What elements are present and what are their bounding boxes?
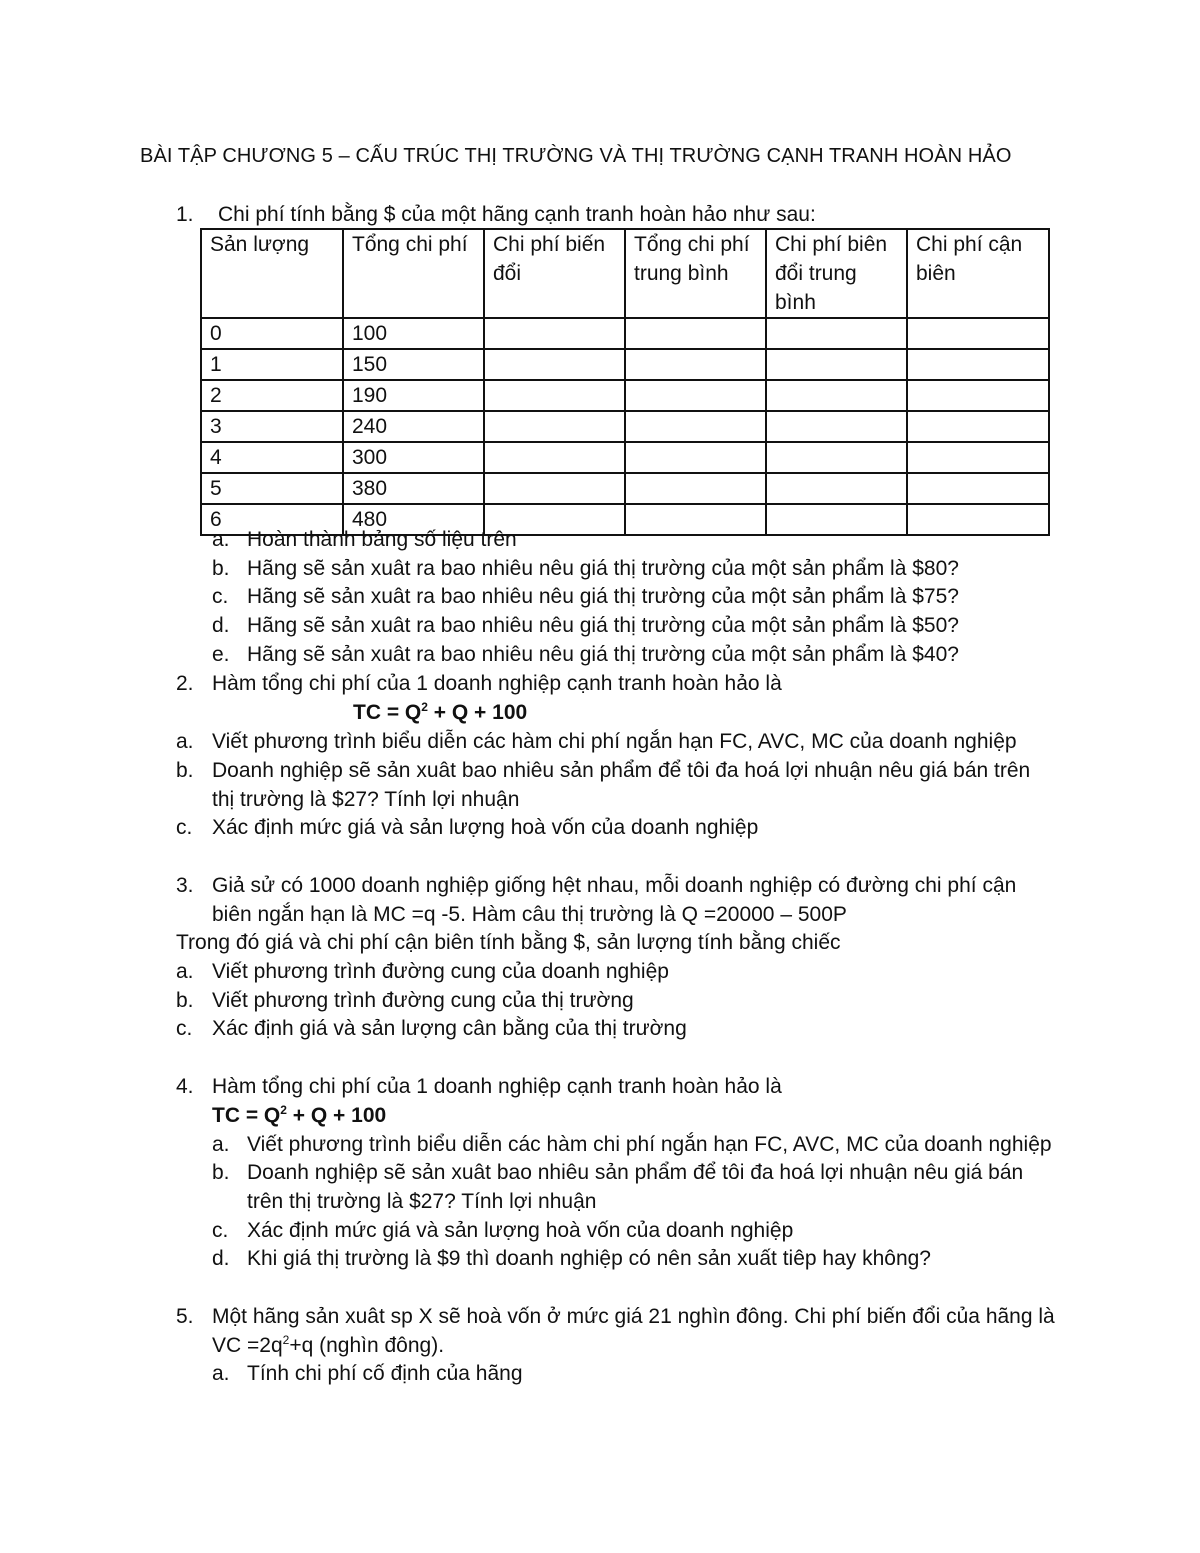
cell-empty <box>484 349 625 380</box>
q2-sub-text: Xác định mức giá và sản lượng hoà vốn của doanh nghiệp <box>212 816 759 839</box>
header-chi-phi-can-bien: Chi phí cận biên <box>907 229 1049 318</box>
q3-line2: biên ngắn hạn là MC =q -5. Hàm câu thị trường là Q =20000 – 500P <box>212 903 847 926</box>
cell-empty <box>907 349 1049 380</box>
q1-number: 1. <box>176 203 194 226</box>
header-san-luong: Sản lượng <box>201 229 343 318</box>
header-tong-chi-phi-trung-binh: Tổng chi phí trung bình <box>625 229 766 318</box>
q3-number: 3. <box>176 874 194 897</box>
page-title: BÀI TẬP CHƯƠNG 5 – CẤU TRÚC THỊ TRƯỜNG VÀ THỊ TRƯỜNG CẠNH TRANH HOÀN HẢO <box>140 145 1012 167</box>
q4-sub-text: Khi giá thị trường là $9 thì doanh nghiệp có nên sản xuất tiêp hay không? <box>247 1247 931 1270</box>
cell-empty <box>484 380 625 411</box>
q4-sub-text: Xác định mức giá và sản lượng hoà vốn của doanh nghiệp <box>247 1219 794 1242</box>
q4-formula <box>212 1101 386 1130</box>
q4-formula-sup: 2 <box>280 1103 287 1117</box>
q3-line1: Giả sử có 1000 doanh nghiệp giống hệt nhau, mỗi doanh nghiệp có đường chi phí cận <box>212 874 1017 897</box>
cell-output: 1 <box>201 349 343 380</box>
q3-sub-text: Viết phương trình đường cung của thị trường <box>212 989 634 1012</box>
cell-output: 2 <box>201 380 343 411</box>
q4-number: 4. <box>176 1075 194 1098</box>
q1-sub-label: a. <box>212 528 230 551</box>
cell-output: 6 <box>201 504 343 535</box>
q3-sub-text: Viết phương trình đường cung của doanh nghiệp <box>212 960 669 983</box>
q4-sub-text: Doanh nghiệp sẽ sản xuât bao nhiêu sản phẩm để tôi đa hoá lợi nhuận nêu giá bán <box>247 1161 1024 1184</box>
q5-line1: Một hãng sản xuât sp X sẽ hoà vốn ở mức giá 21 nghìn đông. Chi phí biến đổi của hãng là <box>212 1305 1055 1328</box>
q1-sub-label: e. <box>212 643 230 666</box>
cell-empty <box>625 504 766 535</box>
cell-total-cost: 100 <box>343 318 484 349</box>
q3-sub-text: Xác định giá và sản lượng cân bằng của thị trường <box>212 1017 687 1040</box>
q3-sub-label: b. <box>176 989 194 1012</box>
q5-line2-a: VC =2q <box>212 1334 283 1357</box>
cell-empty <box>484 473 625 504</box>
q1-sub-text: Hãng sẽ sản xuât ra bao nhiêu nêu giá thị trường của một sản phẩm là $75? <box>247 585 959 608</box>
cell-empty <box>907 380 1049 411</box>
cell-total-cost: 190 <box>343 380 484 411</box>
q1-sub-text: Hoàn thành bảng số liệu trên <box>247 528 517 551</box>
q2-sub-text: Viết phương trình biểu diễn các hàm chi phí ngắn hạn FC, AVC, MC của doanh nghiệp <box>212 730 1017 753</box>
q1-sub-label: d. <box>212 614 230 637</box>
q1-sub-text: Hãng sẽ sản xuât ra bao nhiêu nêu giá thị trường của một sản phẩm là $40? <box>247 643 959 666</box>
q2-formula-a: TC = Q <box>353 701 422 724</box>
q3-sub-label: c. <box>176 1017 193 1040</box>
q2-sub-label: a. <box>176 730 194 753</box>
cell-empty <box>625 442 766 473</box>
cell-total-cost: 480 <box>343 504 484 535</box>
q1-sub-text: Hãng sẽ sản xuât ra bao nhiêu nêu giá thị trường của một sản phẩm là $80? <box>247 557 959 580</box>
cell-output: 4 <box>201 442 343 473</box>
table-row <box>201 442 1049 473</box>
cell-empty <box>625 473 766 504</box>
table-header-row <box>201 229 1049 318</box>
cell-output: 0 <box>201 318 343 349</box>
q4-sub-label: a. <box>212 1133 230 1156</box>
q2-formula <box>353 698 527 727</box>
q4-sub-label: b. <box>212 1161 230 1184</box>
q2-number: 2. <box>176 672 194 695</box>
q4-text: Hàm tổng chi phí của 1 doanh nghiệp cạnh tranh hoàn hảo là <box>212 1075 782 1098</box>
table-row <box>201 380 1049 411</box>
cell-total-cost: 150 <box>343 349 484 380</box>
q1-sub-text: Hãng sẽ sản xuât ra bao nhiêu nêu giá thị trường của một sản phẩm là $50? <box>247 614 959 637</box>
cell-empty <box>766 411 907 442</box>
q2-sub-text: Doanh nghiệp sẽ sản xuât bao nhiêu sản phẩm để tôi đa hoá lợi nhuận nêu giá bán trên <box>212 759 1031 782</box>
cell-empty <box>766 504 907 535</box>
table-row <box>201 411 1049 442</box>
q5-sub-text: Tính chi phí cố định của hãng <box>247 1362 523 1385</box>
cell-empty <box>766 318 907 349</box>
q5-line2-sup: 2 <box>282 1333 290 1347</box>
cell-empty <box>766 380 907 411</box>
cell-output: 5 <box>201 473 343 504</box>
q2-sub-label: b. <box>176 759 194 782</box>
cell-empty <box>625 380 766 411</box>
cell-output: 3 <box>201 411 343 442</box>
q4-sub-label: c. <box>212 1219 229 1242</box>
cost-table <box>200 228 1050 536</box>
q2-sub-label: c. <box>176 816 193 839</box>
cell-empty <box>484 442 625 473</box>
cell-empty <box>907 318 1049 349</box>
cell-empty <box>907 442 1049 473</box>
cell-empty <box>625 349 766 380</box>
cell-empty <box>766 349 907 380</box>
q4-formula-b: + Q + 100 <box>286 1104 387 1127</box>
cell-total-cost: 380 <box>343 473 484 504</box>
q2-text: Hàm tổng chi phí của 1 doanh nghiệp cạnh tranh hoàn hảo là <box>212 672 782 695</box>
q2-formula-sup: 2 <box>421 700 428 714</box>
q4-sub-label: d. <box>212 1247 230 1270</box>
cell-empty <box>766 442 907 473</box>
table-row <box>201 349 1049 380</box>
q1-text: Chi phí tính bằng $ của một hãng cạnh tranh hoàn hảo như sau: <box>218 203 816 226</box>
cell-empty <box>625 318 766 349</box>
q3-sub-label: a. <box>176 960 194 983</box>
cell-empty <box>484 411 625 442</box>
q3-note: Trong đó giá và chi phí cận biên tính bằng $, sản lượng tính bằng chiếc <box>176 931 841 954</box>
q4-sub-text: Viết phương trình biểu diễn các hàm chi phí ngắn hạn FC, AVC, MC của doanh nghiệp <box>247 1133 1052 1156</box>
q5-sub-label: a. <box>212 1362 230 1385</box>
q5-number: 5. <box>176 1305 194 1328</box>
q1-sub-label: b. <box>212 557 230 580</box>
q4-sub-text-cont: trên thị trường là $27? Tính lợi nhuận <box>247 1190 597 1213</box>
cell-empty <box>766 473 907 504</box>
cell-empty <box>625 411 766 442</box>
cell-empty <box>907 411 1049 442</box>
q2-formula-b: + Q + 100 <box>427 701 528 724</box>
q2-sub-text-cont: thị trường là $27? Tính lợi nhuận <box>212 788 520 811</box>
header-chi-phi-bien-doi: Chi phí biến đổi <box>484 229 625 318</box>
header-chi-phi-bien-doi-trung-binh: Chi phí biên đổi trung bình <box>766 229 907 318</box>
cell-empty <box>907 504 1049 535</box>
table-row <box>201 473 1049 504</box>
cell-total-cost: 300 <box>343 442 484 473</box>
q1-sub-label: c. <box>212 585 229 608</box>
header-tong-chi-phi: Tổng chi phí <box>343 229 484 318</box>
cell-empty <box>907 473 1049 504</box>
q5-line2 <box>212 1331 444 1360</box>
cell-empty <box>484 318 625 349</box>
cell-total-cost: 240 <box>343 411 484 442</box>
q5-line2-b: +q (nghìn đông). <box>289 1334 445 1357</box>
table-row <box>201 318 1049 349</box>
q4-formula-a: TC = Q <box>212 1104 281 1127</box>
